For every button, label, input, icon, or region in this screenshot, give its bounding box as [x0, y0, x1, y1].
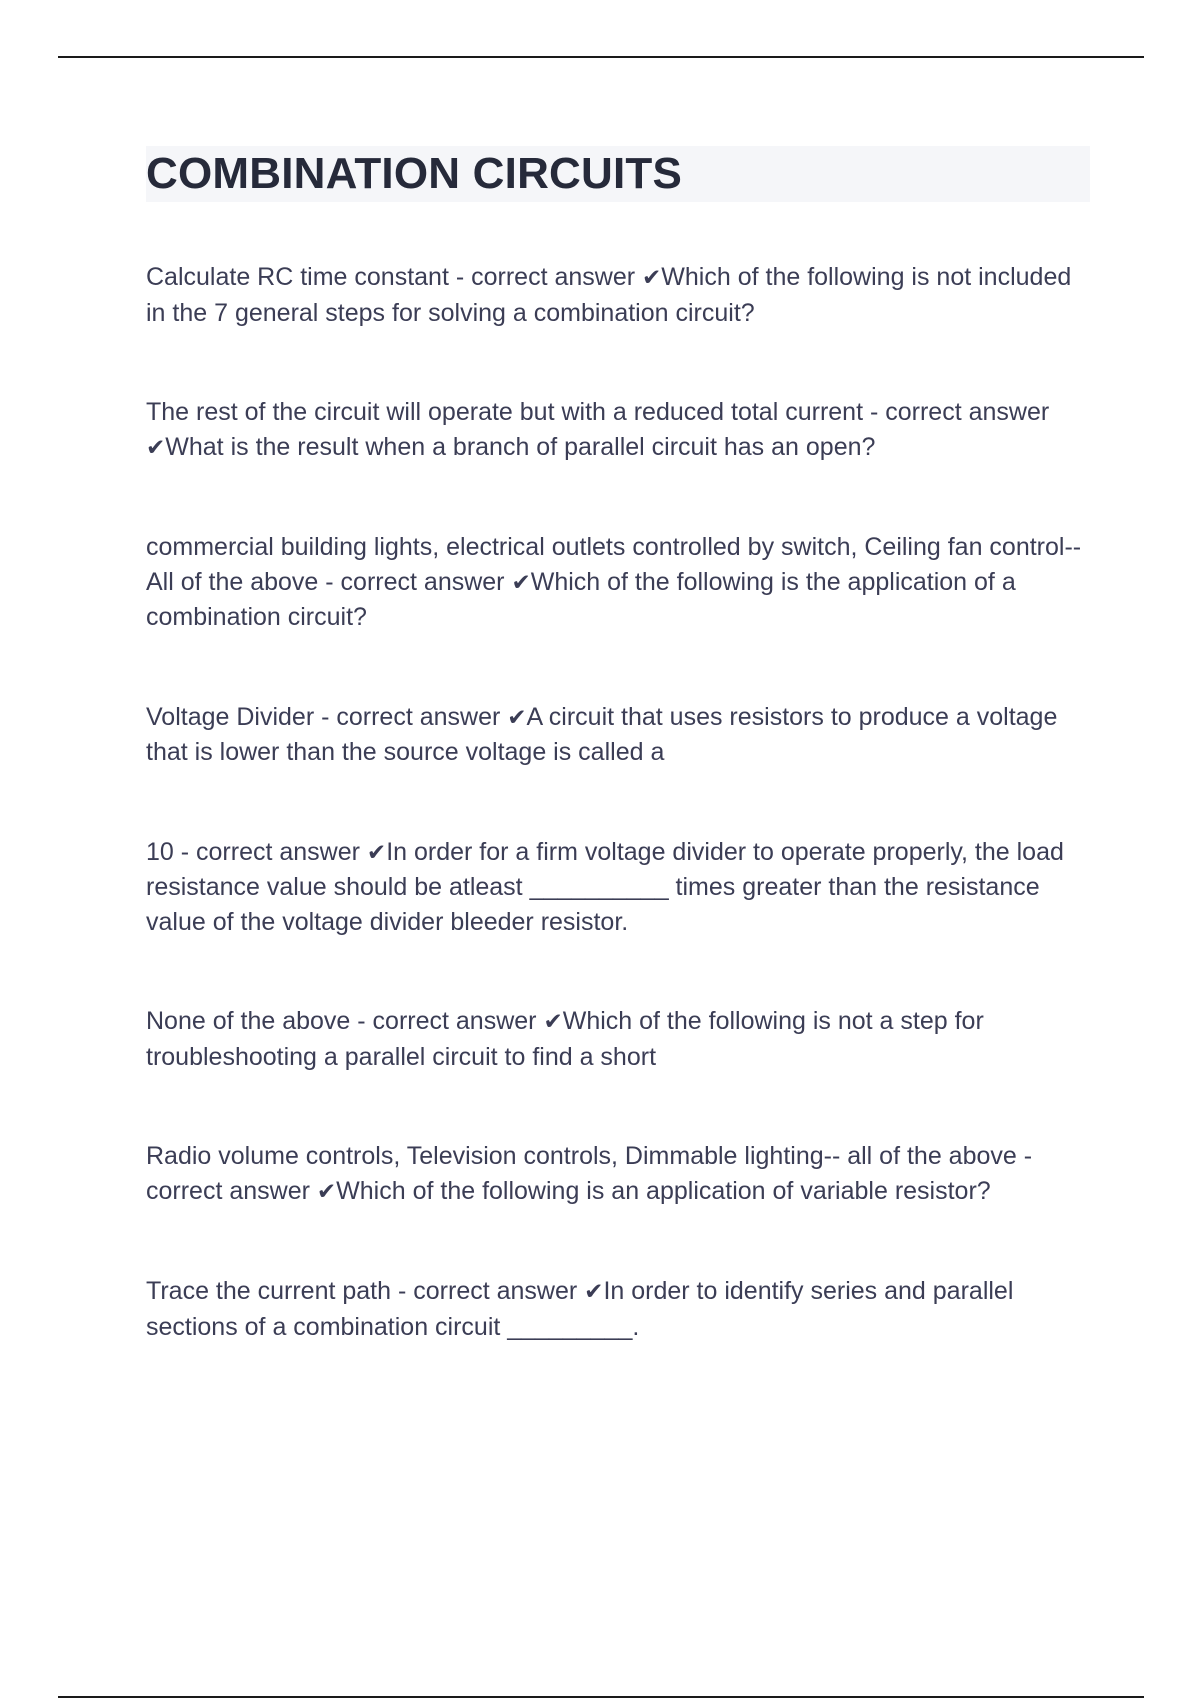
checkmark-icon: ✔ — [507, 704, 527, 731]
answer-text: Voltage Divider — [146, 702, 315, 731]
question-text: A circuit that uses resistors to produce a voltage that is lower than the source voltage is called a — [146, 702, 1058, 766]
answer-separator: - correct answer — [391, 1277, 585, 1305]
list-item — [146, 530, 1090, 635]
checkmark-icon: ✔ — [642, 265, 662, 291]
list-item — [146, 1139, 1090, 1209]
answer-separator: - correct answer — [314, 702, 508, 731]
answer-separator: - correct answer — [448, 263, 643, 291]
list-item — [146, 1274, 1090, 1344]
question-text: Which of the following is an application of variable resistor? — [336, 1176, 991, 1205]
page-title: COMBINATION CIRCUITS — [146, 149, 683, 198]
answer-separator: - correct answer — [146, 1142, 1033, 1205]
list-item — [146, 835, 1090, 940]
answer-text: 10 — [146, 837, 174, 866]
list-item — [146, 1004, 1090, 1074]
answer-separator: - correct answer — [350, 1007, 544, 1035]
checkmark-icon: ✔ — [316, 1178, 337, 1205]
answer-text: The rest of the circuit will operate but with a reduced total current — [146, 398, 864, 426]
answer-separator: - correct answer — [173, 837, 367, 866]
qa-list — [146, 260, 1090, 1344]
checkmark-icon: ✔ — [366, 839, 387, 866]
answer-text: Radio volume controls, Television controls, Dimmable lighting-- all of the above — [146, 1142, 1017, 1170]
question-text: In order to identify series and parallel sections of a combination circuit _________. — [146, 1277, 1014, 1341]
answer-text: Trace the current path — [146, 1277, 392, 1305]
bottom-rule — [58, 1696, 1144, 1698]
answer-separator: - correct answer — [863, 398, 1050, 426]
title-band — [146, 146, 1090, 202]
checkmark-icon: ✔ — [543, 1009, 563, 1035]
list-item — [146, 700, 1090, 770]
question-text: Which of the following is not a step for troubleshooting a parallel circuit to find a short — [146, 1007, 984, 1071]
answer-text: commercial building lights, electrical outlets controlled by switch, Ceiling fan control-- All of the above — [146, 533, 1082, 596]
answer-text: None of the above — [146, 1007, 351, 1035]
answer-separator: - correct answer — [318, 567, 512, 596]
list-item — [146, 395, 1090, 465]
top-rule — [58, 56, 1144, 58]
checkmark-icon: ✔ — [146, 434, 166, 461]
list-item — [146, 260, 1090, 330]
answer-text: Calculate RC time constant — [146, 263, 449, 291]
document-body — [146, 146, 1090, 1409]
checkmark-icon: ✔ — [511, 569, 531, 596]
question-text: Which of the following is the application of a combination circuit? — [146, 567, 1016, 631]
question-text: What is the result when a branch of parallel circuit has an open? — [165, 432, 876, 461]
question-text: In order for a firm voltage divider to operate properly, the load resistance value should be atleast __________ times greater than the resistance value of the voltage divider bleeder resistor. — [146, 837, 1064, 936]
question-text: Which of the following is not included in the 7 general steps for solving a combination circuit? — [146, 263, 1072, 327]
checkmark-icon: ✔ — [584, 1279, 604, 1305]
